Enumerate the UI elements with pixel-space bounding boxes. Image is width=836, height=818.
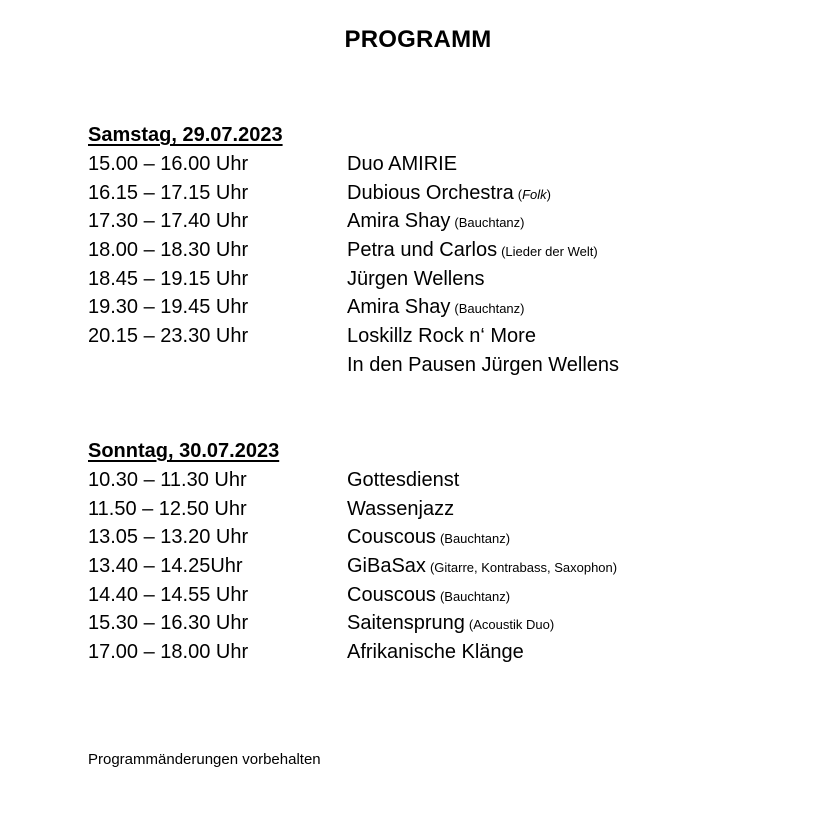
act-note: (Folk): [517, 186, 551, 202]
time-slot: 16.15 – 17.15 Uhr: [88, 181, 249, 204]
time-slot: 17.00 – 18.00 Uhr: [88, 641, 249, 664]
act-name: Petra und Carlos: [347, 239, 498, 262]
time-slot: 14.40 – 14.55 Uhr: [88, 583, 249, 606]
act-note-text: Gitarre, Kontrabass, Saxophon: [434, 560, 613, 576]
act-cell: [347, 495, 454, 524]
day-heading: Sonntag, 30.07.2023: [88, 440, 280, 462]
schedule-row: [88, 609, 768, 638]
act-cell: [347, 609, 554, 640]
act-note: (Acoustik Duo): [468, 617, 555, 633]
act-cell: [347, 293, 525, 324]
time-slot: 17.30 – 17.40 Uhr: [88, 210, 249, 233]
act-name: Couscous: [347, 583, 436, 606]
day-section-sunday: [88, 437, 768, 667]
act-note-text: Bauchtanz: [458, 301, 521, 317]
act-note-text: Bauchtanz: [444, 588, 506, 604]
time-slot: 20.15 – 23.30 Uhr: [88, 325, 249, 348]
act-cell: [347, 581, 510, 612]
schedule-row: [88, 351, 768, 380]
schedule-row: [88, 495, 768, 524]
act-name: Jürgen Wellens: [347, 267, 485, 290]
act-note-text: Bauchtanz: [458, 215, 521, 231]
time-slot: 18.45 – 19.15 Uhr: [88, 267, 249, 290]
act-name: Gottesdienst: [347, 469, 460, 491]
act-cell: [347, 236, 598, 267]
page-title: PROGRAMM: [344, 26, 492, 53]
act-note-text: Acoustik Duo: [473, 617, 550, 633]
schedule-row: [88, 581, 768, 610]
act-name: Dubious Orchestra: [347, 181, 514, 204]
act-cell: [347, 322, 536, 351]
schedule-row: [88, 523, 768, 552]
schedule-row: [88, 207, 768, 236]
schedule-row: [88, 265, 768, 294]
time-slot: 18.00 – 18.30 Uhr: [88, 239, 249, 262]
time-slot: 15.30 – 16.30 Uhr: [88, 612, 249, 635]
schedule-row: [88, 552, 768, 581]
time-slot: 13.40 – 14.25Uhr: [88, 555, 243, 578]
act-note: (Bauchtanz): [454, 301, 525, 317]
act-note: (Bauchtanz): [439, 531, 511, 547]
schedule-row: [88, 293, 768, 322]
day-section-saturday: [88, 121, 768, 380]
act-name: Afrikanische Klänge: [347, 641, 524, 664]
day-heading: Samstag, 29.07.2023: [88, 124, 283, 146]
act-name: Saitensprung: [347, 612, 465, 635]
act-cell: [347, 466, 459, 495]
schedule-list: [88, 466, 768, 667]
act-cell: [347, 207, 525, 238]
time-slot: 15.00 – 16.00 Uhr: [88, 153, 249, 175]
act-note-text: Folk: [522, 186, 547, 202]
schedule-row: [88, 236, 768, 265]
act-note: (Bauchtanz): [439, 588, 511, 604]
act-cell: [347, 150, 457, 179]
act-cell: [347, 523, 510, 554]
act-note: (Gitarre, Kontrabass, Saxophon): [429, 560, 618, 576]
act-name: Amira Shay: [347, 210, 451, 233]
time-slot: 10.30 – 11.30 Uhr: [88, 469, 247, 491]
time-slot: 19.30 – 19.45 Uhr: [88, 296, 249, 319]
act-name: GiBaSax: [347, 555, 426, 578]
schedule-row: [88, 322, 768, 351]
schedule-row: [88, 150, 768, 179]
schedule-row: [88, 638, 768, 667]
time-slot: 11.50 – 12.50 Uhr: [88, 497, 247, 520]
schedule-row: [88, 179, 768, 208]
act-name: Couscous: [347, 526, 436, 549]
schedule-row: [88, 466, 768, 495]
act-name: Duo AMIRIE: [347, 153, 458, 175]
act-cell: [347, 638, 524, 667]
act-note: (Bauchtanz): [454, 215, 525, 231]
act-note-text: Bauchtanz: [444, 531, 506, 547]
time-slot: 13.05 – 13.20 Uhr: [88, 526, 249, 549]
act-name: Loskillz Rock n‘ More: [347, 325, 536, 348]
act-note: (Lieder der Welt): [501, 244, 598, 260]
act-name: Wassenjazz: [347, 497, 455, 520]
act-note-text: Lieder der Welt: [505, 244, 594, 260]
footer-note: Programmänderungen vorbehalten: [88, 751, 321, 768]
act-cell: [347, 265, 484, 294]
act-cell: [347, 179, 551, 210]
act-name: In den Pausen Jürgen Wellens: [347, 353, 620, 376]
act-cell: [347, 351, 619, 380]
act-name: Amira Shay: [347, 296, 451, 319]
act-cell: [347, 552, 617, 583]
schedule-list: [88, 150, 768, 380]
